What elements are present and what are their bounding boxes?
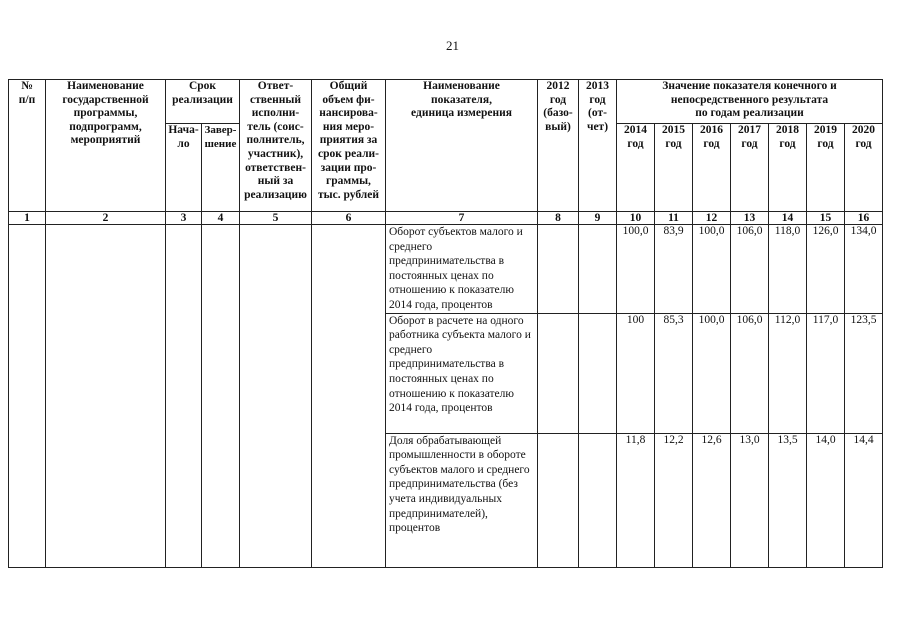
column-number: 10 [617,212,655,225]
cell-2013 [579,433,617,567]
column-number: 13 [731,212,769,225]
column-number: 5 [240,212,312,225]
value-2019: 117,0 [807,313,845,433]
value-2014: 11,8 [617,433,655,567]
header-program: Наименование государственной программы, подпрограмм, мероприятий [46,80,166,212]
value-2015: 12,2 [655,433,693,567]
column-number: 3 [166,212,202,225]
column-number: 1 [9,212,46,225]
column-numbers-row [9,212,883,225]
column-number: 12 [693,212,731,225]
value-2016: 100,0 [693,225,731,314]
header-year-2019: 2019 год [807,124,845,212]
cell-2013 [579,225,617,314]
header-year-2018: 2018 год [769,124,807,212]
value-2017: 106,0 [731,313,769,433]
value-2014: 100 [617,313,655,433]
cell-num [9,225,46,568]
column-number: 2 [46,212,166,225]
value-2020: 14,4 [845,433,883,567]
header-responsible: Ответ- ственный исполни- тель (соис- полнитель, участник), ответствен- ный за реализацию [240,80,312,212]
cell-volume [312,225,386,568]
cell-responsible [240,225,312,568]
cell-2012 [538,433,579,567]
value-2016: 100,0 [693,313,731,433]
header-volume: Общий объем фи- нансирова- ния меро- приятия за срок реали- зации про- граммы, тыс. рублей [312,80,386,212]
header-indicator: Наименование показателя, единица измерения [386,80,538,212]
page-number: 21 [446,38,459,53]
column-number: 11 [655,212,693,225]
column-number: 7 [386,212,538,225]
cell-program [46,225,166,568]
column-number: 16 [845,212,883,225]
header-year-2020: 2020 год [845,124,883,212]
value-2018: 13,5 [769,433,807,567]
column-number: 15 [807,212,845,225]
column-number: 8 [538,212,579,225]
header-term: Срок реализации [166,80,240,124]
value-2016: 12,6 [693,433,731,567]
value-2020: 123,5 [845,313,883,433]
indicators-table [8,79,883,568]
value-2017: 106,0 [731,225,769,314]
cell-2013 [579,313,617,433]
header-year-2016: 2016 год [693,124,731,212]
value-2019: 126,0 [807,225,845,314]
header-2012: 2012 год (базо- вый) [538,80,579,212]
indicator-name: Доля обрабатывающей промышленности в обороте субъектов малого и среднего предпринимательства (без учета индивидуальных предпринимателей), процентов [386,433,538,567]
header-values-group: Значение показателя конечного и непосредственного результата по годам реализации [617,80,883,124]
value-2017: 13,0 [731,433,769,567]
column-number: 6 [312,212,386,225]
indicator-name: Оборот субъектов малого и среднего предпринимательства в постоянных ценах по отношению к показателю 2014 года, процентов [386,225,538,314]
cell-term-end [202,225,240,568]
header-term-start: Нача- ло [166,124,202,212]
value-2015: 85,3 [655,313,693,433]
table-row [9,225,883,314]
column-number: 4 [202,212,240,225]
header-term-end: Завер- шение [202,124,240,212]
value-2014: 100,0 [617,225,655,314]
column-number: 9 [579,212,617,225]
header-2013: 2013 год (от- чет) [579,80,617,212]
cell-2012 [538,225,579,314]
value-2020: 134,0 [845,225,883,314]
cell-term-start [166,225,202,568]
value-2018: 118,0 [769,225,807,314]
header-year-2015: 2015 год [655,124,693,212]
value-2015: 83,9 [655,225,693,314]
value-2019: 14,0 [807,433,845,567]
header-num: № п/п [9,80,46,212]
column-number: 14 [769,212,807,225]
indicator-name: Оборот в расчете на одного работника субъекта малого и среднего предпринимательства в постоянных ценах по отношению к показателю 2014 года, процентов [386,313,538,433]
value-2018: 112,0 [769,313,807,433]
cell-2012 [538,313,579,433]
header-year-2017: 2017 год [731,124,769,212]
header-year-2014: 2014 год [617,124,655,212]
